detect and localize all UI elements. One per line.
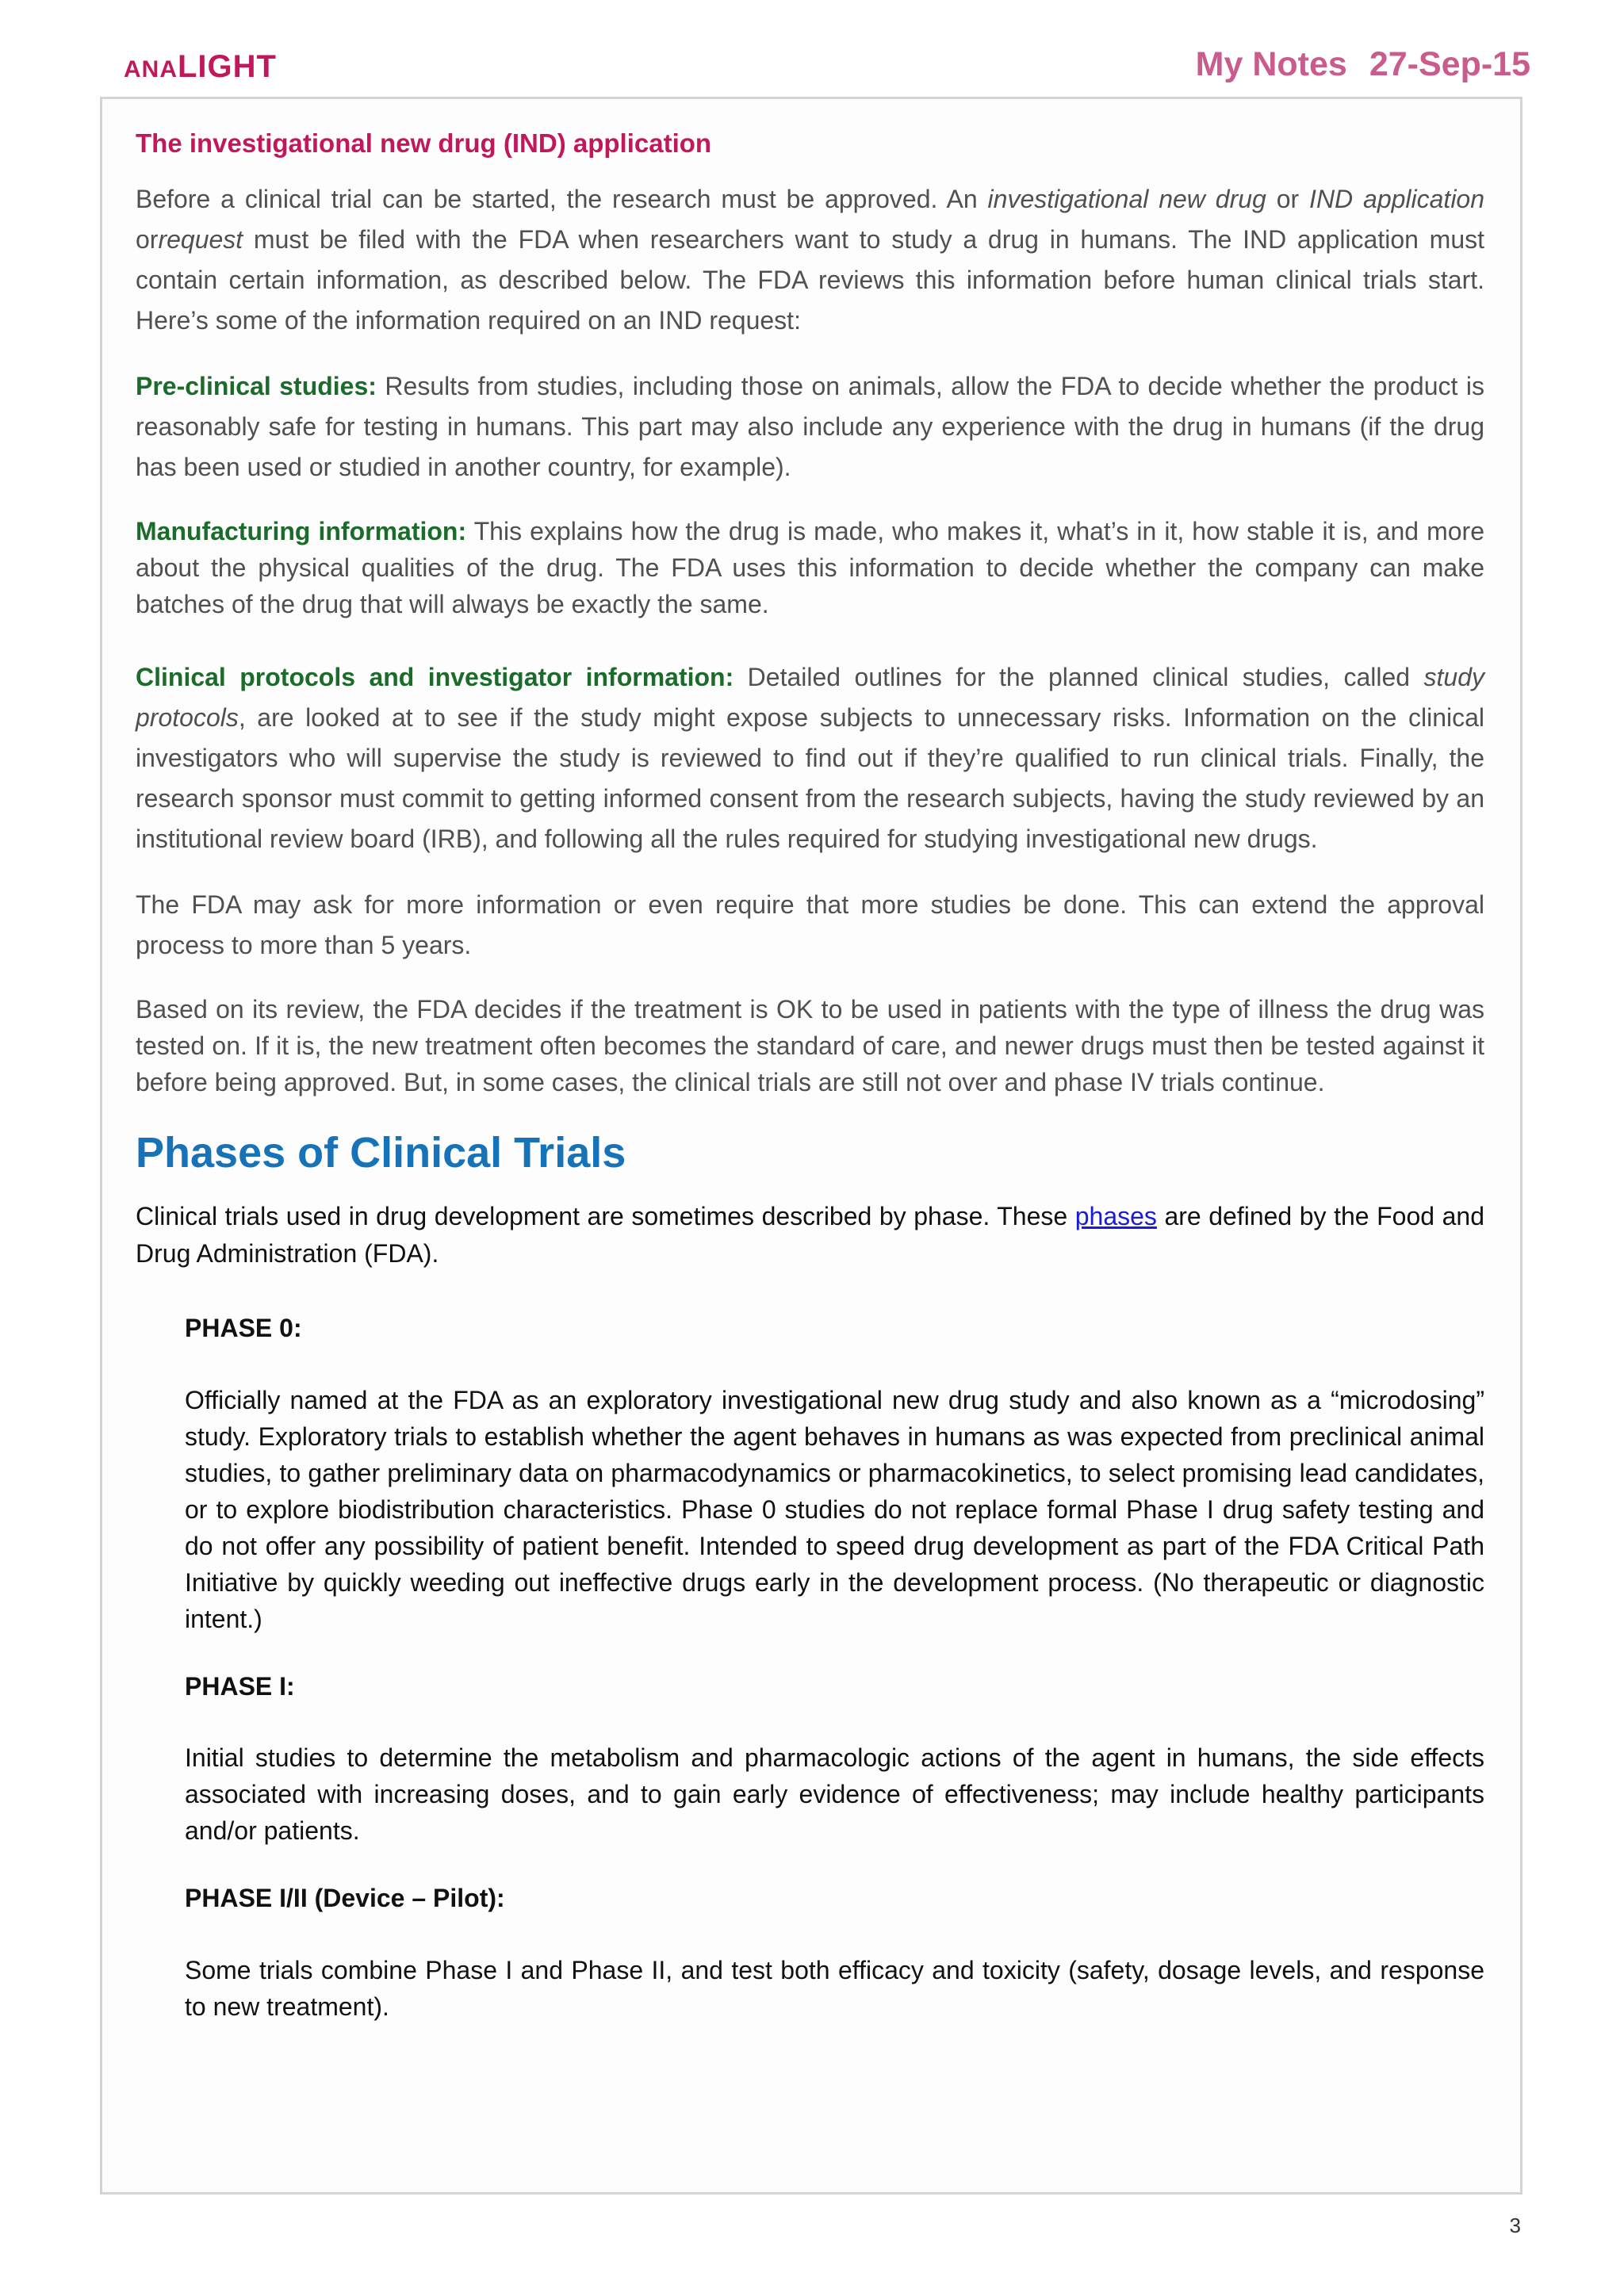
phase-description: Initial studies to determine the metabolism and pharmacologic actions of the agent in humans, the side effects associated with increasing doses, and to gain early evidence of effectiveness; may include healthy participants and/or patients. [185,1743,1484,1846]
header-notes [1195,45,1530,83]
ind-intro-text: or [1266,185,1310,214]
manufacturing-paragraph [136,513,1484,622]
content-frame [100,97,1522,2195]
phases-link[interactable]: phases [1074,1201,1157,1230]
preclinical-paragraph [136,366,1484,488]
ind-intro-italic: request [158,225,243,254]
phase-block [185,1670,1484,1850]
notes-label: My Notes [1195,45,1347,83]
ind-intro-text: Before a clinical trial can be started, the research must be approved. An [136,185,988,214]
phase-description: Some trials combine Phase I and Phase II, and test both efficacy and toxicity (safety, dosage levels, and response to new treatment). [185,1955,1484,2021]
clinical-protocols-label: Clinical protocols and investigator information: [136,663,734,692]
ind-intro-paragraph [136,179,1484,341]
manufacturing-label: Manufacturing information: [136,517,467,546]
ind-intro-text: or [136,225,159,254]
manufacturing-text: This explains how the drug is made, who makes it, what’s in it, how stable it is, and more about the physical qualities of the drug. The FDA uses this information to decide whether the company can make batches of the drug that will always be exactly the same. [136,517,1485,619]
fda-review-paragraph: Based on its review, the FDA decides if the treatment is OK to be used in patients with the type of illness the drug was tested on. If it is, the new treatment often becomes the standard of care, and newer drugs must then be tested against it before being approved. But, in some cases, the clinical trials are still not over and phase IV trials continue. [136,995,1484,1097]
ind-intro-italic: investigational new drug [987,185,1266,214]
phase-title: PHASE 0: [185,1313,302,1342]
phases-intro-paragraph [136,1198,1484,1272]
phase-block [185,1312,1484,1637]
page-number: 3 [1509,2214,1521,2237]
phase-description: Officially named at the FDA as an exploratory investigational new drug study and also known as a “microdosing” study. Exploratory trials to establish whether the agent behaves in humans as was expected from preclinical animal studies, to gather preliminary data on pharmacodynamics or pharmacokinetics, to select promising lead candidates, or to explore biodistribution characteristics. Phase 0 studies do not replace formal Phase I drug safety testing and do not offer any possibility of patient benefit. Intended to speed drug development as part of the FDA Critical Path Initiative by quickly weeding out ineffective drugs early in the development process. (No therapeutic or diagnostic intent.) [185,1385,1484,1633]
ind-intro-italic: IND application [1309,185,1485,214]
preclinical-label: Pre-clinical studies: [136,372,377,401]
preclinical-text: Results from studies, including those on animals, allow the FDA to decide whether the product is reasonably safe for testing in humans. This part may also include any experience with the drug in humans (if the drug has been used or studied in another country, for example). [136,372,1485,482]
phase-block [185,1882,1484,2025]
clinical-protocols-italic: study protocols [136,663,1485,733]
phase-title: PHASE I: [185,1671,295,1701]
phase-title: PHASE I/II (Device – Pilot): [185,1884,505,1913]
phases-intro-text: Clinical trials used in drug development are sometimes described by phase. These [136,1201,1075,1230]
brand-prefix: ANA [124,56,178,82]
clinical-protocols-text: Detailed outlines for the planned clinical studies, called [733,663,1424,692]
ind-section-title: The investigational new drug (IND) application [136,128,712,158]
phases-intro-text: are defined by the Food and Drug Administration (FDA). [136,1201,1485,1268]
fda-more-info-paragraph: The FDA may ask for more information or even require that more studies be done. This can extend the approval process to more than 5 years. [136,890,1484,960]
clinical-protocols-text: , are looked at to see if the study might expose subjects to unnecessary risks. Information on the clinical investigators who will supervise the study is reviewed to find out if they’re qualified to run clinical trials. Finally, the research sponsor must commit to getting informed consent from the research subjects, having the study reviewed by an institutional review board (IRB), and following all the rules required for studying investigational new drugs. [136,703,1484,854]
content-body [136,123,1484,2058]
clinical-protocols-paragraph [136,657,1484,859]
ind-intro-text: must be filed with the FDA when researchers want to study a drug in humans. The IND application must contain certain information, as described below. The FDA reviews this information before human clinical trials start. Here’s some of the information required on an IND request: [136,225,1484,335]
brand-logo [124,51,277,82]
brand-main: LIGHT [178,49,277,84]
phases-section-title: Phases of Clinical Trials [136,1129,626,1177]
header-date: 27-Sep-15 [1369,45,1530,83]
